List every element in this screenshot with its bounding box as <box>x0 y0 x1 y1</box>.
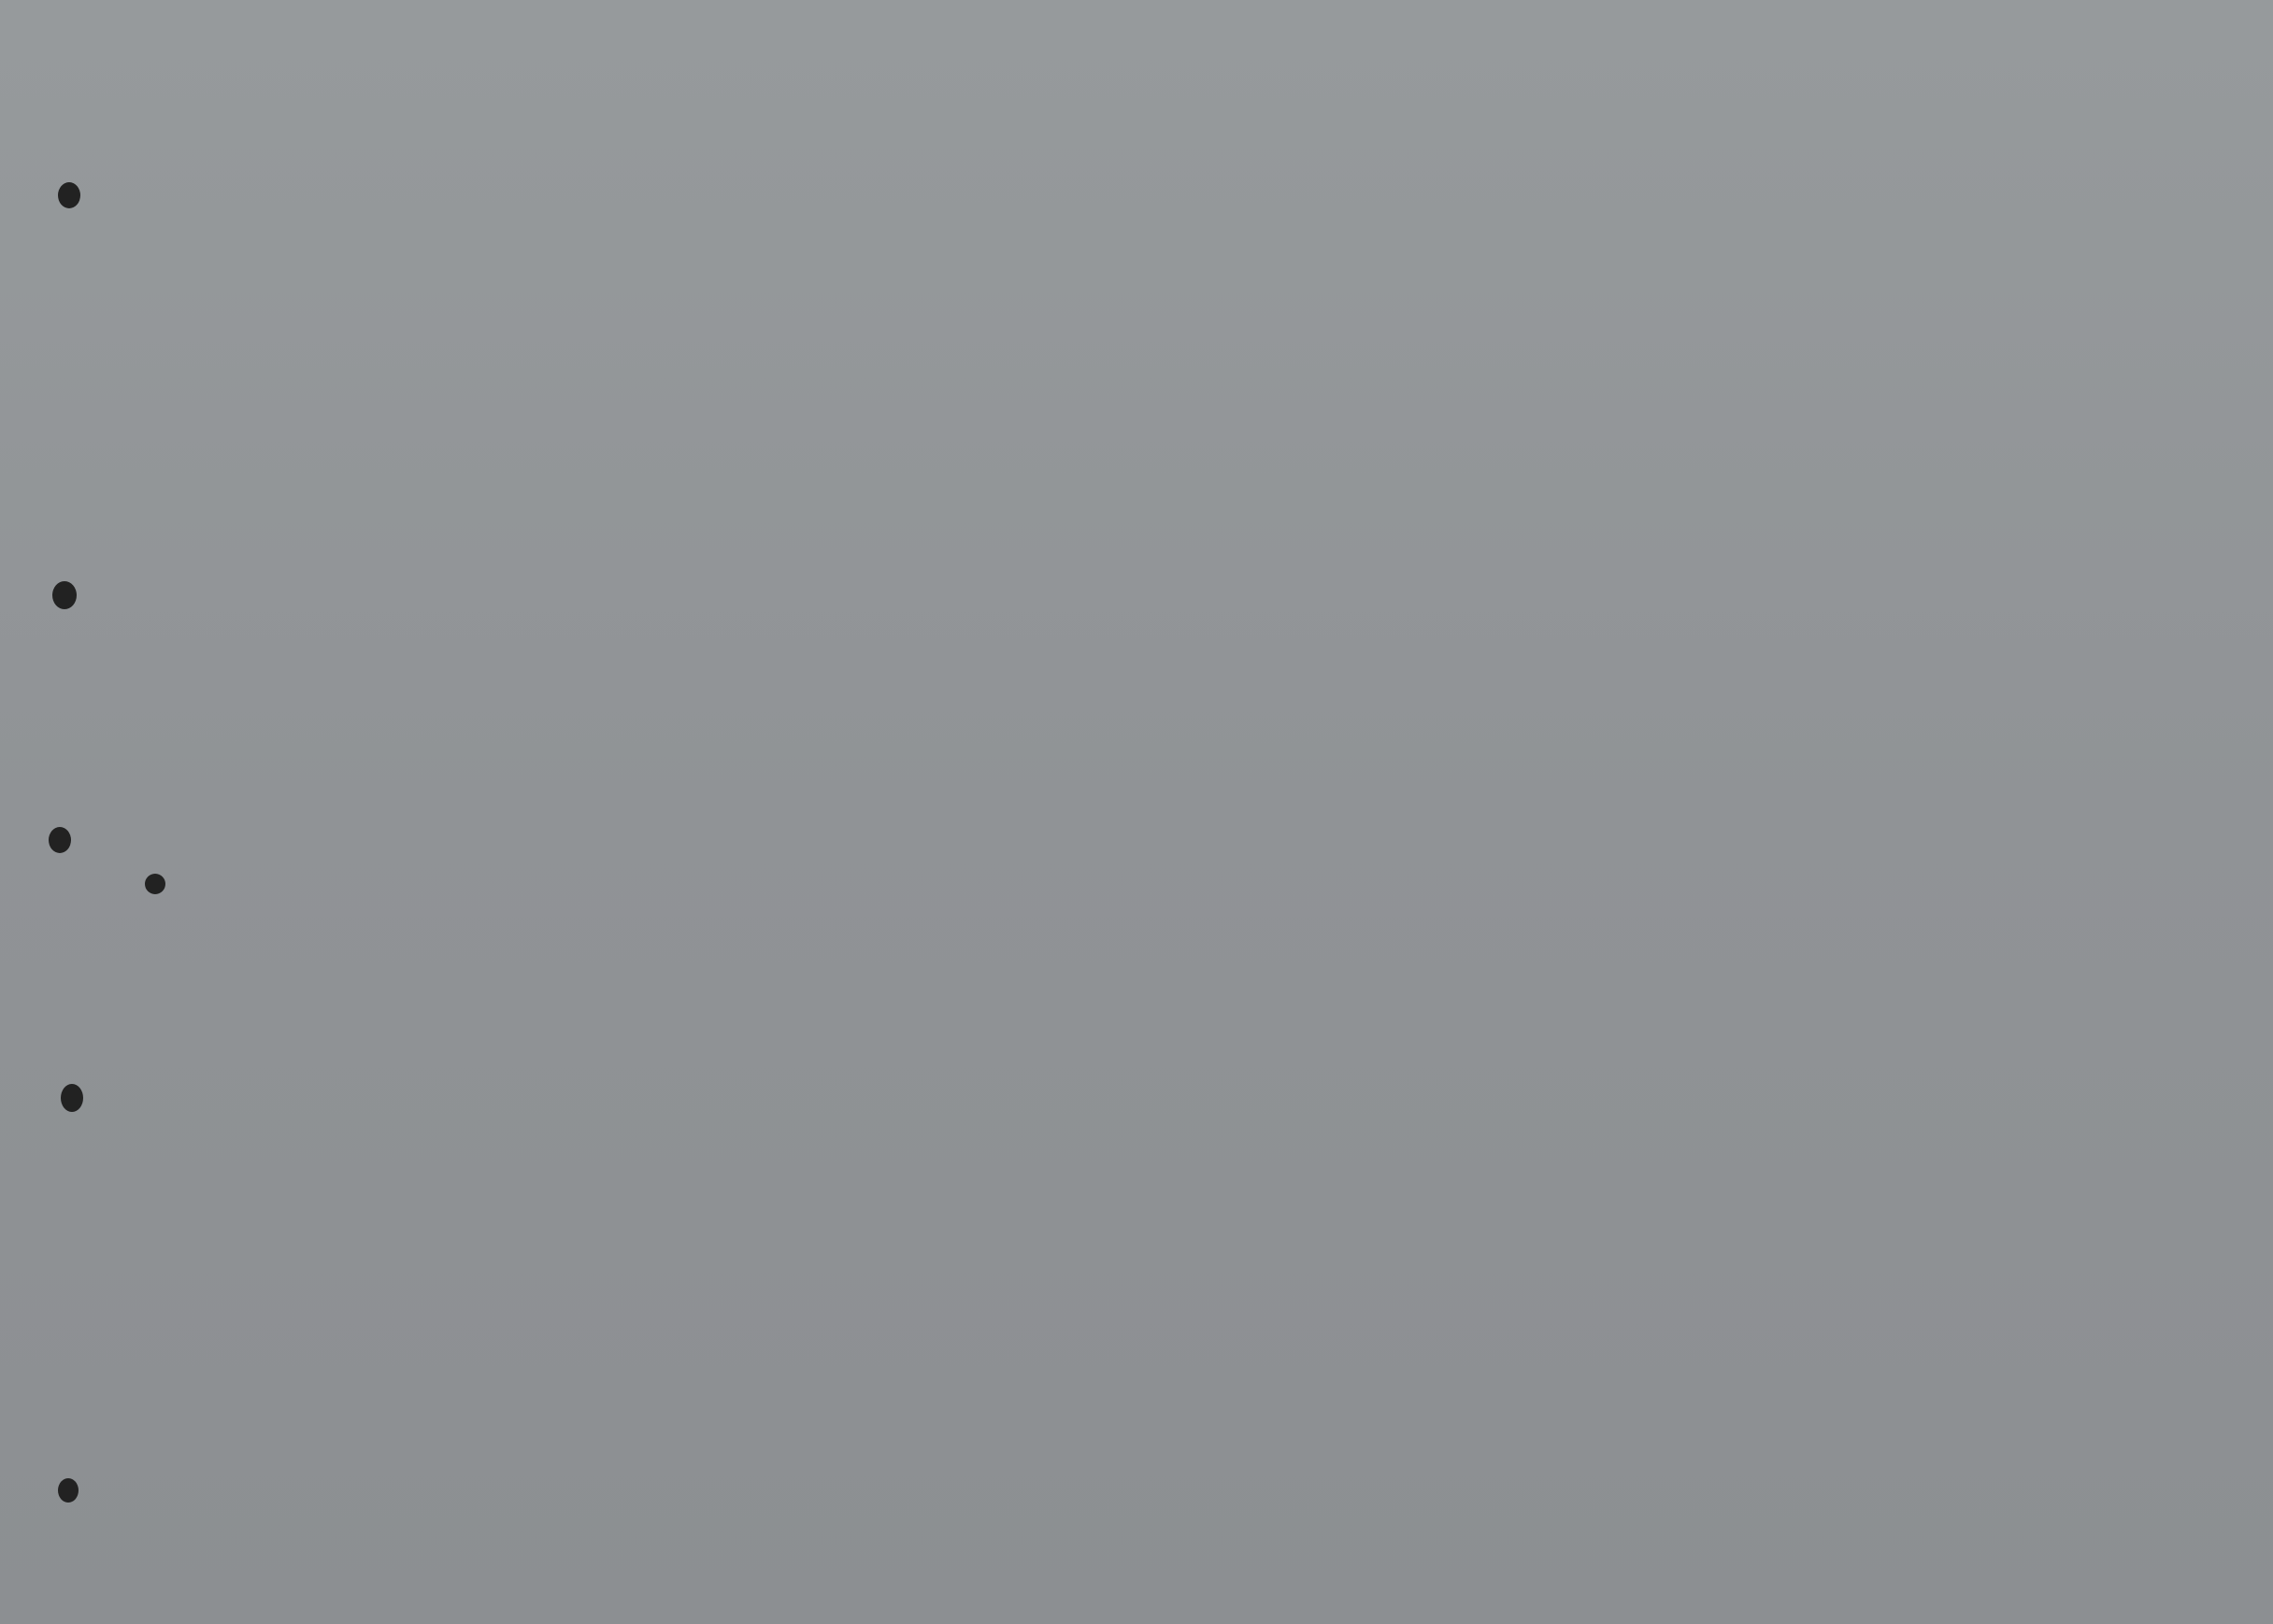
col-header-social <box>1022 299 1050 406</box>
col-header-position <box>559 292 685 413</box>
ink-blot <box>58 1478 79 1503</box>
ink-blot <box>58 182 80 208</box>
ink-blot <box>61 1084 83 1112</box>
col-header-reason <box>1540 297 1662 409</box>
col-header-conscript <box>1178 341 1206 416</box>
col-header-birth-year <box>706 292 743 413</box>
col-header-name <box>154 292 453 413</box>
col-header-rank <box>458 292 551 413</box>
col-header-family-names <box>1888 297 2187 325</box>
col-header-parents <box>2042 346 2192 411</box>
col-header-awards <box>1335 292 1428 413</box>
ink-blot <box>145 874 165 894</box>
col-header-number <box>112 292 140 413</box>
col-header-burial <box>1668 292 1799 413</box>
col-header-rvk <box>1437 292 1536 413</box>
col-header-extended <box>1220 338 1266 413</box>
col-header-wife <box>1888 346 2037 411</box>
col-header-nationality <box>1075 299 1103 406</box>
ink-blot <box>52 581 77 609</box>
col-header-party <box>787 297 907 409</box>
ink-blot <box>49 827 71 853</box>
col-header-service <box>1173 297 1332 325</box>
col-header-officer <box>1285 338 1313 413</box>
col-header-family-status <box>1818 294 1851 411</box>
col-header-birthplace <box>914 292 1017 413</box>
